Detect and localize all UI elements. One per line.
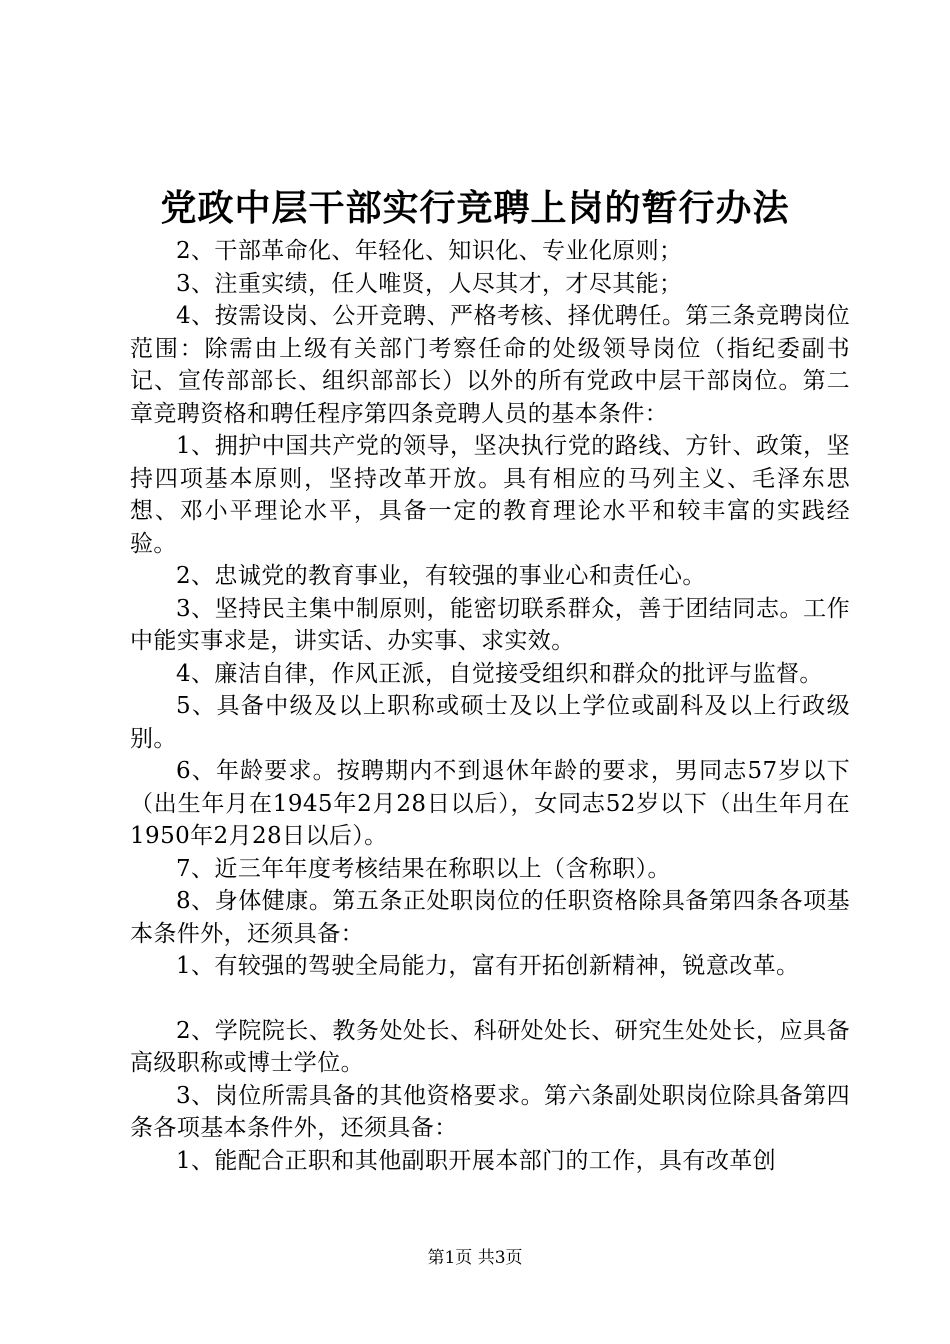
paragraph: 3、岗位所需具备的其他资格要求。第六条副处职岗位除具备第四条各项基本条件外，还须具备： <box>130 1082 850 1141</box>
paragraph: 2、忠诚党的教育事业，有较强的事业心和责任心。 <box>176 563 706 589</box>
paragraph: 2、学院院长、教务处处长、科研处处长、研究生处处长，应具备高级职称或博士学位。 <box>130 1017 850 1076</box>
paragraph: 2、干部革命化、年轻化、知识化、专业化原则； <box>176 238 683 264</box>
paragraph: 4、廉洁自律，作风正派，自觉接受组织和群众的批评与监督。 <box>176 660 823 687</box>
paragraph: 1、能配合正职和其他副职开展本部门的工作，具有改革创 <box>176 1147 777 1174</box>
paragraph: 8、身体健康。第五条正处职岗位的任职资格除具备第四条各项基本条件外，还须具备： <box>130 888 850 947</box>
paragraph: 1、拥护中国共产党的领导，坚决执行党的路线、方针、政策，坚持四项基本原则，坚持改革开放。具有相应的马列主义、毛泽东思想、邓小平理论水平，具备一定的教育理论水平和较丰富的实践经验。 <box>130 433 850 557</box>
paragraph: 3、坚持民主集中制原则，能密切联系群众，善于团结同志。工作中能实事求是，讲实话、办实事、求实效。 <box>130 595 850 654</box>
paragraph: 1、有较强的驾驶全局能力，富有开拓创新精神，锐意改革。 <box>176 953 800 979</box>
document-body <box>130 235 850 1177</box>
document-title: 党政中层干部实行竞聘上岗的暂行办法 <box>160 187 790 229</box>
page-footer: 第1页 共3页 <box>427 1248 523 1268</box>
paragraph: 3、注重实绩，任人唯贤，人尽其才，才尽其能； <box>176 270 683 297</box>
paragraph: 5、具备中级及以上职称或硕士及以上学位或副科及以上行政级别。 <box>130 693 850 752</box>
paragraph: 7、近三年年度考核结果在称职以上（含称职）。 <box>176 855 671 882</box>
paragraph: 4、按需设岗、公开竞聘、严格考核、择优聘任。第三条竞聘岗位范围：除需由上级有关部门考察任命的处级领导岗位（指纪委副书记、宣传部部长、组织部部长）以外的所有党政中层干部岗位。第二章竞聘资格和聘任程序第四条竞聘人员的基本条件： <box>130 303 850 427</box>
paragraph: 6、年龄要求。按聘期内不到退休年龄的要求，男同志57岁以下（出生年月在1945年2月28日以后），女同志52岁以下（出生年月在1950年2月28日以后）。 <box>130 758 850 849</box>
